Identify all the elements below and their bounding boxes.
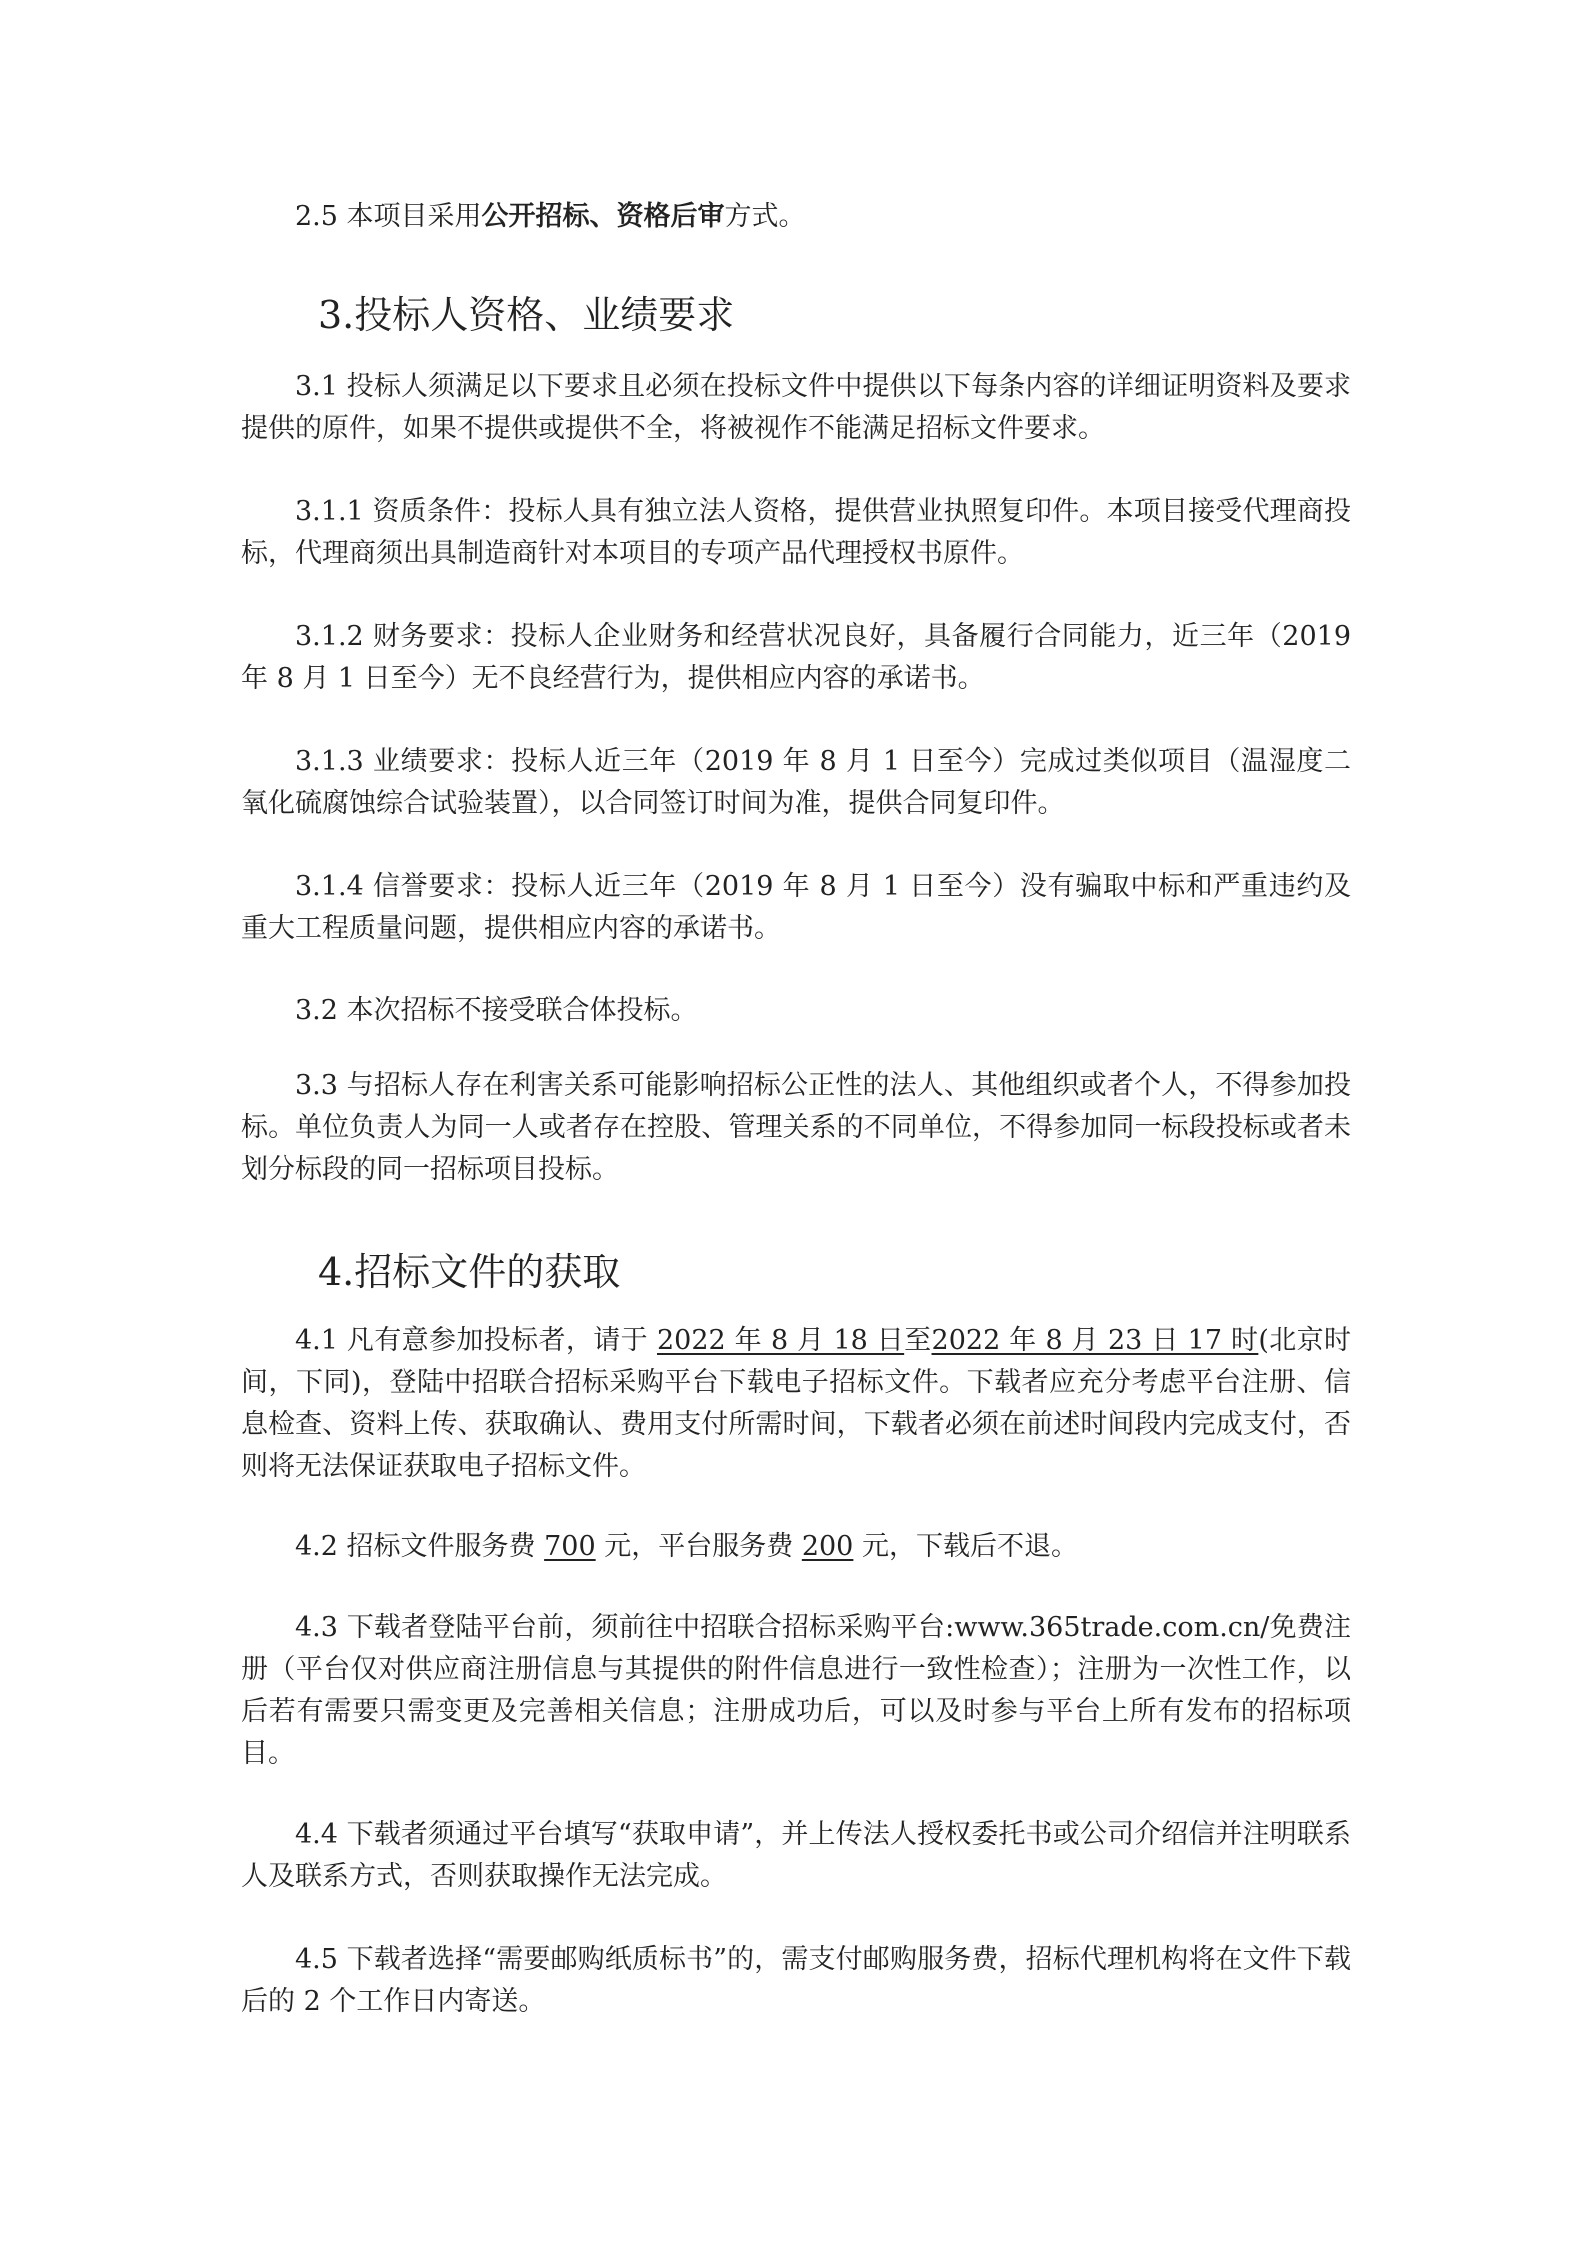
paragraph-4-1 [241,1320,1351,1488]
heading-section-3: 3.投标人资格、业绩要求 [318,293,735,337]
paragraph-2-5-pre: 2.5 本项目采用 [295,201,482,232]
paragraph-2-5-post: 方式。 [724,201,806,232]
paragraph-4-2 [241,1526,1351,1568]
paragraph-4-1-mid: 至 [904,1325,932,1356]
paragraph-3-2: 3.2 本次招标不接受联合体投标。 [295,995,698,1026]
paragraph-4-2-post: 元，下载后不退。 [853,1531,1078,1562]
paragraph-4-4: 4.4 下载者须通过平台填写“获取申请”，并上传法人授权委托书或公司介绍信并注明联系人及联系方式，否则获取操作无法完成。 [241,1819,1351,1892]
heading-section-4: 4.招标文件的获取 [318,1250,621,1294]
paragraph-4-2-pre: 4.2 招标文件服务费 [295,1531,545,1562]
paragraph-4-1-pre: 4.1 凡有意参加投标者，请于 [295,1325,657,1356]
paragraph-4-1-start-date: 2022 年 8 月 18 日 [656,1325,905,1356]
paragraph-4-1-end-date: 2022 年 8 月 23 日 17 时 [931,1325,1259,1356]
paragraph-4-2-mid: 元，平台服务费 [595,1531,802,1562]
paragraph-4-5: 4.5 下载者选择“需要邮购纸质标书”的，需支付邮购服务费，招标代理机构将在文件下载后的 2 个工作日内寄送。 [241,1944,1351,2017]
document-fee: 700 [544,1531,596,1562]
paragraph-2-5 [241,196,1351,238]
paragraph-3-1-2: 3.1.2 财务要求：投标人企业财务和经营状况良好，具备履行合同能力，近三年（2019年 8 月 1 日至今）无不良经营行为，提供相应内容的承诺书。 [241,621,1351,694]
paragraph-3-1-4: 3.1.4 信誉要求：投标人近三年（2019 年 8 月 1 日至今）没有骗取中标和严重违约及重大工程质量问题，提供相应内容的承诺书。 [241,871,1351,944]
platform-fee: 200 [801,1531,854,1562]
paragraph-3-1-3: 3.1.3 业绩要求：投标人近三年（2019 年 8 月 1 日至今）完成过类似项目（温湿度二氧化硫腐蚀综合试验装置），以合同签订时间为准，提供合同复印件。 [241,746,1351,819]
paragraph-3-3: 3.3 与招标人存在利害关系可能影响招标公正性的法人、其他组织或者个人，不得参加投标。单位负责人为同一人或者存在控股、管理关系的不同单位，不得参加同一标段投标或者未划分标段的同一招标项目投标。 [241,1070,1351,1185]
paragraph-4-1-post: (北京时间，下同)，登陆中招联合招标采购平台下载电子招标文件。下载者应充分考虑平台注册、信息检查、资料上传、获取确认、费用支付所需时间，下载者必须在前述时间段内完成支付，否则将无法保证获取电子招标文件。 [241,1325,1352,1482]
paragraph-3-1-1: 3.1.1 资质条件：投标人具有独立法人资格，提供营业执照复印件。本项目接受代理商投标，代理商须出具制造商针对本项目的专项产品代理授权书原件。 [241,496,1351,569]
paragraph-2-5-bold: 公开招标、资格后审 [481,201,725,232]
paragraph-4-3: 4.3 下载者登陆平台前，须前往中招联合招标采购平台:www.365trade.com.cn/免费注册（平台仅对供应商注册信息与其提供的附件信息进行一致性检查）；注册为一次性工作，以后若有需要只需变更及完善相关信息；注册成功后，可以及时参与平台上所有发布的招标项目。 [241,1612,1351,1769]
paragraph-3-1: 3.1 投标人须满足以下要求且必须在投标文件中提供以下每条内容的详细证明资料及要求提供的原件，如果不提供或提供不全，将被视作不能满足招标文件要求。 [241,371,1351,444]
